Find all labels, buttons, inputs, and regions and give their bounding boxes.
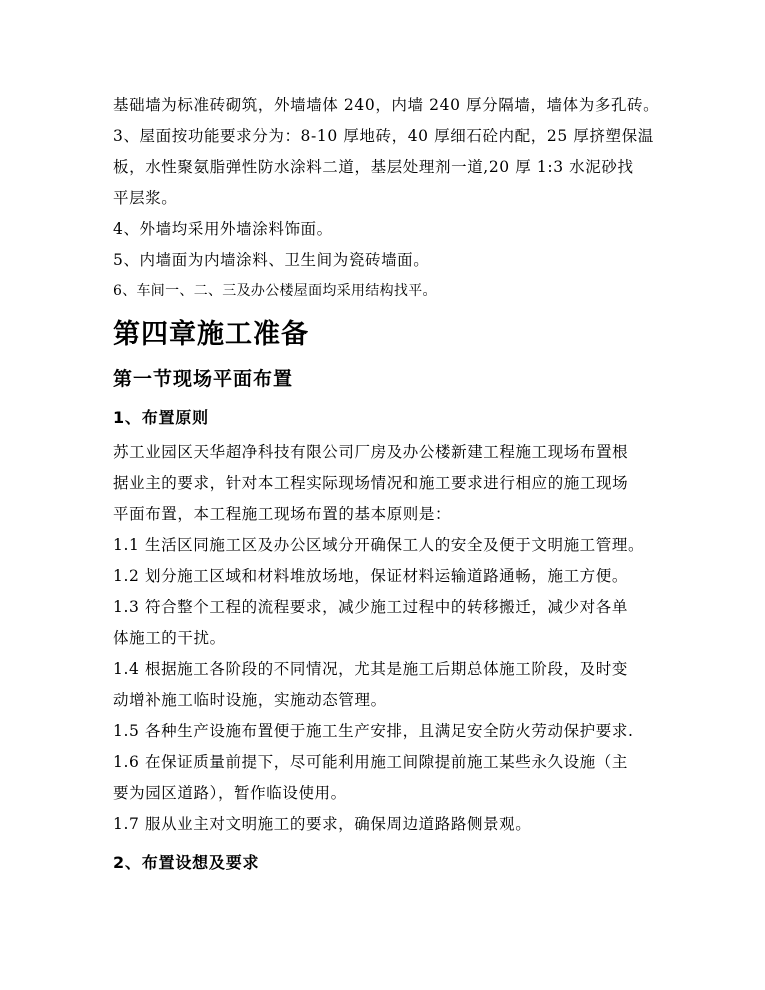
chapter-title: 第四章施工准备: [113, 319, 309, 350]
principle-1-5: 1.5 各种生产设施布置便于施工生产安排，且满足安全防火劳动保护要求.: [113, 722, 634, 740]
principle-1-6-line-2: 要为园区道路），暂作临设使用。: [113, 784, 347, 802]
intro-line-foundation-wall: 基础墙为标准砖砌筑，外墙墙体 240，内墙 240 厚分隔墙，墙体为多孔砖。: [113, 96, 660, 114]
principles-intro-line-1: 苏工业园区天华超净科技有限公司厂房及办公楼新建工程施工现场布置根: [113, 443, 629, 461]
principle-1-4-line-2: 动增补施工临时设施，实施动态管理。: [113, 691, 387, 709]
item-6: 6、车间一、二、三及办公楼屋面均采用结构找平。: [113, 283, 437, 299]
item-3-line-2: 板，水性聚氨脂弹性防水涂料二道，基层处理剂一道,20 厚 1:3 水泥砂找: [113, 158, 634, 176]
item-3-line-3: 平层浆。: [113, 189, 178, 207]
item-5: 5、内墙面为内墙涂料、卫生间为瓷砖墙面。: [113, 251, 430, 269]
principles-heading: 1、布置原则: [113, 408, 209, 427]
principle-1-1: 1.1 生活区同施工区及办公区域分开确保工人的安全及便于文明施工管理。: [113, 536, 645, 554]
principles-intro-line-2: 据业主的要求，针对本工程实际现场情况和施工要求进行相应的施工现场: [113, 474, 629, 492]
principle-1-4-line-1: 1.4 根据施工各阶段的不同情况，尤其是施工后期总体施工阶段，及时变: [113, 660, 628, 678]
document-page: [113, 90, 673, 882]
section-title: 第一节现场平面布置: [113, 368, 294, 390]
principle-1-7: 1.7 服从业主对文明施工的要求，确保周边道路路侧景观。: [113, 815, 532, 833]
principles-intro-line-3: 平面布置，本工程施工现场布置的基本原则是：: [113, 505, 452, 523]
principle-1-3-line-1: 1.3 符合整个工程的流程要求，减少施工过程中的转移搬迁，减少对各单: [113, 598, 628, 616]
item-3-line-1: 3、屋面按功能要求分为：8-10 厚地砖，40 厚细石砼内配，25 厚挤塑保温: [113, 127, 654, 145]
layout-heading: 2、布置设想及要求: [113, 853, 260, 872]
item-4: 4、外墙均采用外墙涂料饰面。: [113, 220, 333, 238]
principle-1-6-line-1: 1.6 在保证质量前提下，尽可能利用施工间隙提前施工某些永久设施（主: [113, 753, 628, 771]
principle-1-3-line-2: 体施工的干扰。: [113, 629, 226, 647]
principle-1-2: 1.2 划分施工区域和材料堆放场地，保证材料运输道路通畅，施工方便。: [113, 567, 628, 585]
